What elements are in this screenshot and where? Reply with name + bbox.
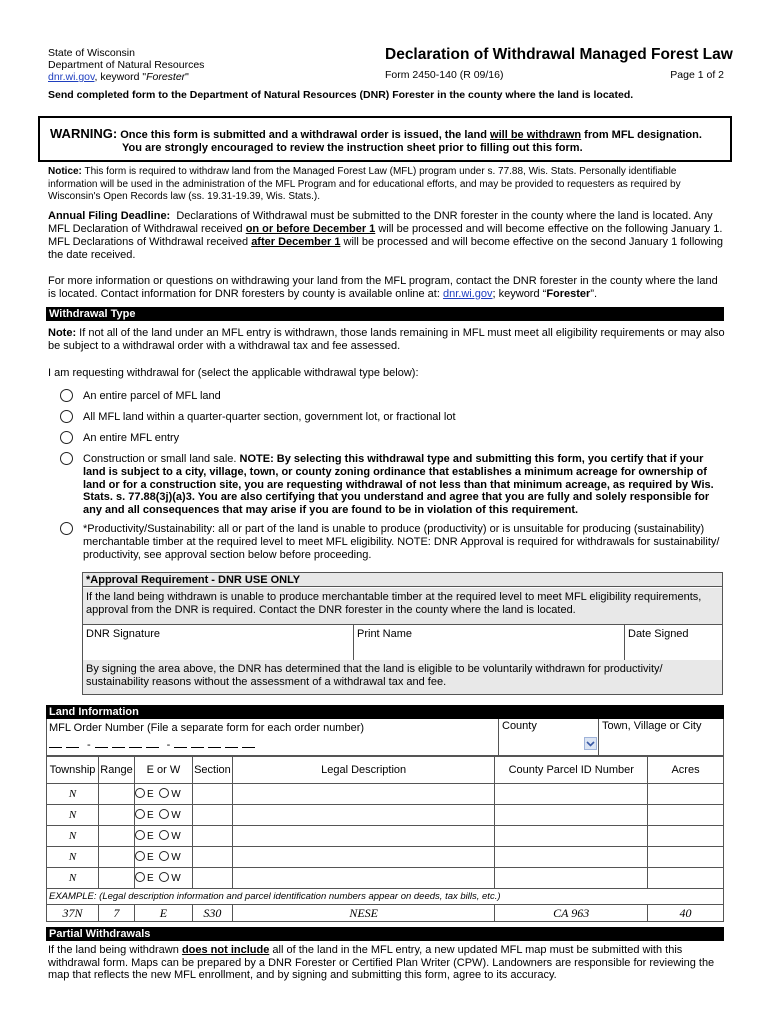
- keyword: Forester: [146, 71, 186, 83]
- deadline-text-1: Declarations of Withdrawal must be submitted to the DNR forester in the county where the land is located. Any MFL Declaration of Withdrawal received: [48, 210, 713, 235]
- e-or-w-choice: [134, 805, 192, 826]
- parcel-id-field[interactable]: [495, 847, 648, 868]
- partial-withdrawals-text: [48, 944, 728, 982]
- county-select[interactable]: [498, 719, 599, 755]
- table-row: [47, 847, 724, 868]
- town-village-city-field[interactable]: [598, 719, 724, 755]
- east-label: E: [146, 831, 154, 842]
- note-label: Note:: [48, 327, 77, 339]
- radio-west[interactable]: [159, 830, 169, 840]
- more-info-text: For more information or questions on withdrawing your land from the MFL program, contact the DNR forester in the county where the land is located. Contact information for DNR foresters by county is available online at:: [48, 275, 718, 300]
- withdrawal-type-heading: Withdrawal Type: [46, 307, 724, 321]
- option-entire-entry: An entire MFL entry: [83, 432, 180, 444]
- send-instruction: Send completed form to the Department of Natural Resources (DNR) Forester in the county where the land is located.: [48, 89, 634, 101]
- example-legal-description: NESE: [232, 905, 494, 922]
- county-label: County: [502, 720, 537, 732]
- agency-website-line: [48, 71, 204, 83]
- warning-line-2: You are strongly encouraged to review the instruction sheet prior to filling out this form.: [122, 142, 583, 154]
- example-parcel-id: CA 963: [495, 905, 648, 922]
- date-signed-label: Date Signed: [628, 628, 689, 640]
- approval-signature-row: [83, 624, 722, 661]
- option-productivity: *Productivity/Sustainability: all or part of the land is unable to produce (productivity) or is unsuitable for producing (sustainability) merchantable timber at the required level to meet MFL eligibility. NOTE: DNR Approval is required for withdrawals for sustainability/ productivity, see approval section below before proceeding.: [83, 523, 720, 561]
- mfl-order-label: MFL Order Number (File a separate form for each order number): [49, 722, 365, 734]
- table-row: [47, 868, 724, 889]
- note-text: If not all of the land under an MFL entry is withdrawn, those lands remaining in MFL must meet all eligibility requirements or may also be subject to a withdrawal order with a withdrawal tax and fee assessed.: [48, 327, 725, 352]
- table-row: [47, 805, 724, 826]
- radio-east[interactable]: [135, 851, 145, 861]
- parcel-id-field[interactable]: [495, 826, 648, 847]
- legal-description-field[interactable]: [232, 826, 494, 847]
- approval-text: If the land being withdrawn is unable to produce merchantable timber at the required level to meet MFL eligibility requirements, approval from the DNR is required. Contact the DNR forester in the county where the land is located.: [83, 588, 722, 624]
- legal-description-field[interactable]: [232, 868, 494, 889]
- e-or-w-choice: [134, 784, 192, 805]
- north-suffix: N: [68, 872, 77, 884]
- deadline-underlined-1: on or before December 1: [245, 223, 376, 235]
- radio-quarter-quarter[interactable]: [60, 410, 73, 423]
- agency-state: State of Wisconsin: [48, 47, 135, 59]
- section-field[interactable]: [192, 805, 232, 826]
- example-label-row: [47, 889, 724, 905]
- north-suffix: N: [68, 830, 77, 842]
- example-row: [47, 905, 724, 922]
- north-suffix: N: [68, 788, 77, 800]
- west-label: W: [171, 873, 181, 884]
- deadline-text-2: will be processed and will become effective on the following January 1. MFL Declarations of Withdrawal received: [48, 223, 723, 248]
- form-title: Declaration of Withdrawal Managed Forest Law: [385, 46, 733, 63]
- west-label: W: [171, 852, 181, 863]
- parcel-id-field[interactable]: [495, 784, 648, 805]
- dnr-signature-label: DNR Signature: [86, 628, 160, 640]
- warning-underlined: will be withdrawn: [490, 129, 582, 141]
- page-number: Page 1 of 2: [670, 69, 724, 81]
- col-legal-description: Legal Description: [232, 757, 494, 784]
- range-field[interactable]: [98, 847, 134, 868]
- notice-label: Notice:: [48, 166, 82, 177]
- warning-line-1: [50, 126, 702, 141]
- parcel-id-field[interactable]: [495, 868, 648, 889]
- example-section: S30: [192, 905, 232, 922]
- more-info-link[interactable]: dnr.wi.gov: [442, 288, 493, 300]
- east-label: E: [146, 873, 154, 884]
- radio-productivity[interactable]: [60, 522, 73, 535]
- warning-text-after: from MFL designation.: [584, 129, 702, 141]
- more-info-keyword: Forester: [546, 288, 591, 300]
- e-or-w-choice: [134, 826, 192, 847]
- more-info-text-3: ”.: [590, 288, 598, 300]
- radio-east[interactable]: [135, 830, 145, 840]
- deadline-paragraph: [48, 210, 728, 262]
- approval-box: [82, 572, 723, 695]
- section-field[interactable]: [192, 847, 232, 868]
- partial-text-1: If the land being withdrawn: [48, 944, 179, 956]
- table-row: [47, 784, 724, 805]
- range-field[interactable]: [98, 784, 134, 805]
- print-name-field[interactable]: [354, 625, 625, 660]
- warning-text: Once this form is submitted and a withdrawal order is issued, the land: [120, 129, 487, 141]
- construction-note: NOTE: By selecting this withdrawal type and submitting this form, you certify that if your land is subject to a city, village, town, or county zoning ordinance that establishes a minimum acreage for ownership of land or for a construction site, you are requesting withdrawal of not less than that minimum acreage, as required by Wis. Stats. s. 77.88(3j)(a)3. You are also certifying that you understand and agree that you are fully and solely responsible for any and all consequences that may arise if you are found to be in violation of this requirement.: [83, 453, 714, 517]
- section-field[interactable]: [192, 826, 232, 847]
- radio-entire-parcel[interactable]: [60, 389, 73, 402]
- range-field[interactable]: [98, 805, 134, 826]
- land-table: [46, 756, 724, 922]
- website-link[interactable]: dnr.wi.gov: [48, 71, 95, 83]
- legal-description-field[interactable]: [232, 805, 494, 826]
- example-township: 37N: [47, 905, 99, 922]
- township-field[interactable]: [47, 868, 99, 889]
- warning-box: [38, 116, 732, 162]
- col-acres: Acres: [648, 757, 724, 784]
- col-township: Township: [47, 757, 99, 784]
- range-field[interactable]: [98, 868, 134, 889]
- col-e-or-w: E or W: [134, 757, 192, 784]
- township-field[interactable]: [47, 784, 99, 805]
- example-acres: 40: [648, 905, 724, 922]
- order-dash-2: -: [166, 739, 171, 751]
- radio-west[interactable]: [159, 809, 169, 819]
- radio-entire-entry[interactable]: [60, 431, 73, 444]
- construction-text: Construction or small land sale.: [83, 453, 237, 465]
- date-signed-field[interactable]: [625, 625, 722, 660]
- radio-east[interactable]: [135, 809, 145, 819]
- west-label: W: [171, 789, 181, 800]
- acres-field[interactable]: [648, 868, 724, 889]
- agency-department: Department of Natural Resources: [48, 59, 205, 71]
- township-field[interactable]: [47, 826, 99, 847]
- section-field[interactable]: [192, 868, 232, 889]
- radio-east[interactable]: [135, 872, 145, 882]
- approval-statement: By signing the area above, the DNR has determined that the land is eligible to be voluntarily withdrawn for productivity/ sustainability reasons without the assessment of a withdrawal tax and fee.: [83, 660, 722, 694]
- form-number: Form 2450-140 (R 09/16): [385, 69, 504, 81]
- radio-west[interactable]: [159, 788, 169, 798]
- col-section: Section: [192, 757, 232, 784]
- radio-west[interactable]: [159, 872, 169, 882]
- partial-text-2: all of the land in the MFL entry, a new updated MFL map must be submitted with this withdrawal form. Maps can be prepared by a DNR Forester or Certified Plan Writer (CPW). Landowners are responsible for reviewing the map that reflects the new MFL enrollment, and by signing and submitting this form, agree to its accuracy.: [48, 944, 715, 981]
- more-info-paragraph: [48, 275, 728, 301]
- west-label: W: [171, 831, 181, 842]
- partial-underlined: does not include: [181, 944, 270, 956]
- acres-field[interactable]: [648, 826, 724, 847]
- west-label: W: [171, 810, 181, 821]
- approval-heading: *Approval Requirement - DNR USE ONLY: [83, 573, 722, 587]
- deadline-text-3: will be processed and will become effective on the second January 1 following the date received.: [48, 236, 724, 261]
- land-header-row: [46, 719, 724, 756]
- radio-construction[interactable]: [60, 452, 73, 465]
- range-field[interactable]: [98, 826, 134, 847]
- deadline-label: Annual Filing Deadline:: [48, 210, 171, 222]
- radio-west[interactable]: [159, 851, 169, 861]
- chevron-down-icon[interactable]: [584, 737, 597, 750]
- acres-field[interactable]: [648, 847, 724, 868]
- land-information-heading: Land Information: [46, 705, 724, 719]
- township-field[interactable]: [47, 805, 99, 826]
- order-dash-1: -: [87, 739, 91, 751]
- deadline-underlined-2: after December 1: [251, 236, 341, 248]
- withdrawal-prompt: I am requesting withdrawal for (select the applicable withdrawal type below):: [48, 367, 419, 379]
- keyword-prefix: , keyword ": [94, 71, 147, 83]
- dnr-signature-field[interactable]: [83, 625, 354, 660]
- parcel-id-field[interactable]: [495, 805, 648, 826]
- legal-description-field[interactable]: [232, 847, 494, 868]
- option-construction: [83, 453, 728, 517]
- acres-field[interactable]: [648, 784, 724, 805]
- more-info-text-2: ; keyword “: [492, 288, 547, 300]
- land-table-header: [47, 757, 724, 784]
- north-suffix: N: [68, 809, 77, 821]
- legal-description-field[interactable]: [232, 784, 494, 805]
- east-label: E: [146, 789, 154, 800]
- e-or-w-choice: [134, 847, 192, 868]
- agency-block: [48, 47, 204, 83]
- example-e-or-w: E: [134, 905, 192, 922]
- notice-paragraph: [48, 166, 728, 204]
- table-row: [47, 826, 724, 847]
- east-label: E: [146, 852, 154, 863]
- north-suffix: N: [68, 851, 77, 863]
- radio-east[interactable]: [135, 788, 145, 798]
- mfl-order-number-field[interactable]: [49, 739, 259, 751]
- example-range: 7: [98, 905, 134, 922]
- township-field[interactable]: [47, 847, 99, 868]
- notice-text: This form is required to withdraw land from the Managed Forest Law (MFL) program under s. 77.88, Wis. Stats. Personally identifiable information will be used in the administration of the MFL Program and for educational efforts, and may be provided to requesters as required by Wisconsin's Open Records law (ss. 19.31-19.39, Wis. Stats.).: [48, 166, 681, 202]
- withdrawal-note: [48, 327, 728, 353]
- partial-withdrawals-heading: Partial Withdrawals: [46, 927, 724, 941]
- section-field[interactable]: [192, 784, 232, 805]
- option-entire-parcel: An entire parcel of MFL land: [83, 390, 221, 402]
- option-quarter-quarter: All MFL land within a quarter-quarter section, government lot, or fractional lot: [83, 411, 456, 423]
- col-parcel-id: County Parcel ID Number: [495, 757, 648, 784]
- keyword-suffix: ": [185, 71, 189, 83]
- e-or-w-choice: [134, 868, 192, 889]
- col-range: Range: [98, 757, 134, 784]
- example-label: EXAMPLE: (Legal description information and parcel identification numbers appear on deeds, tax bills, etc.): [47, 889, 724, 905]
- print-name-label: Print Name: [357, 628, 413, 640]
- town-label: Town, Village or City: [602, 720, 702, 732]
- warning-label: WARNING:: [50, 126, 118, 141]
- east-label: E: [146, 810, 154, 821]
- acres-field[interactable]: [648, 805, 724, 826]
